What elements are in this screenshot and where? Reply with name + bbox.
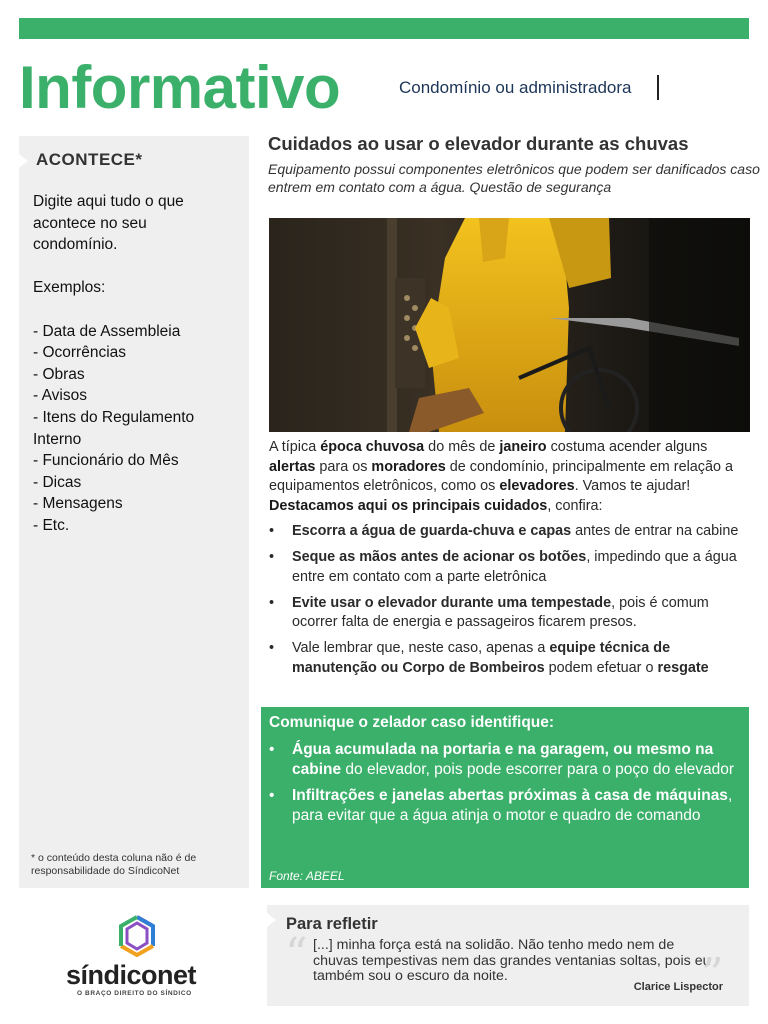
sidebar-line: - Etc. — [33, 516, 70, 534]
quote-text: [...] minha força está na solidão. Não tenho medo nem de chuvas tempestivas nem das grandes ventanias soltas, pois eu também sou o escuro da noite. — [313, 937, 711, 984]
open-quote-icon: “ — [285, 929, 308, 980]
quote-heading: Para refletir — [286, 915, 378, 933]
sidebar-line — [33, 299, 243, 321]
sidebar-line: Interno — [33, 430, 82, 448]
elevator-photo-illustration — [269, 218, 750, 432]
sidebar-line: - Avisos — [33, 387, 87, 405]
logo-wordmark: síndiconet — [66, 960, 197, 990]
sidebar-line: - Itens do Regulamento — [33, 408, 195, 426]
sidebar-line: Digite aqui tudo o que — [33, 193, 184, 210]
organization-name[interactable]: Condomínio ou administradora — [399, 78, 632, 97]
text-cursor — [657, 75, 659, 100]
sidebar-footnote: * o conteúdo desta coluna não é de responsabilidade do SíndicoNet — [31, 852, 197, 877]
article-title: Cuidados ao usar o elevador durante as chuvas — [268, 133, 689, 154]
sidebar-line: - Data de Assembleia — [33, 322, 181, 340]
quote-author: Clarice Lispector — [633, 981, 723, 993]
sidebar-line: acontece no seu — [33, 214, 147, 232]
quote-notch — [267, 913, 276, 927]
list-item: • Seque as mãos antes de acionar os botões, impedindo que a água entre em contato com a parte eletrônica — [269, 548, 753, 587]
sidebar-line — [33, 256, 243, 278]
sidebar-line: - Ocorrências — [33, 344, 127, 362]
logo-tagline: O BRAÇO DIREITO DO SÍNDICO — [77, 990, 192, 997]
sidebar-line: - Mensagens — [33, 495, 123, 513]
article-intro: A típica época chuvosa do mês de janeiro costuma acender alguns alertas para os moradores de condomínio, principalmente em relação a equipamentos eletrônicos, como os elevadores. Vamos te ajudar! Destacamos aqui os principais cuidados, confira: — [269, 439, 733, 514]
quote-box — [267, 905, 749, 1006]
callout-source: Fonte: ABEEL — [269, 869, 345, 883]
sidebar-line: - Obras — [33, 365, 85, 383]
sidebar-notch — [19, 154, 28, 168]
list-item: • Vale lembrar que, neste caso, apenas a equipe técnica de manutenção ou Corpo de Bombeiros podem efetuar o resgate — [269, 639, 753, 678]
article-subtitle: Equipamento possui componentes eletrônicos que podem ser danificados caso entrem em contato com a água. Questão de segurança — [268, 161, 760, 195]
care-tips-list — [269, 522, 753, 685]
list-item: • Infiltrações e janelas abertas próximas à casa de máquinas, para evitar que a água atinja o motor e quadro de comando — [269, 786, 741, 825]
sidebar-body[interactable] — [33, 191, 243, 537]
sidebar-heading: ACONTECE* — [36, 150, 143, 169]
sidebar-line: - Funcionário do Mês — [33, 452, 179, 470]
top-accent-bar — [19, 18, 749, 39]
sidebar-line: condomínio. — [33, 236, 118, 254]
sidebar-line: - Dicas — [33, 473, 82, 491]
list-item: • Escorra a água de guarda-chuva e capas antes de entrar na cabine — [269, 522, 753, 542]
sidebar-line: Exemplos: — [33, 279, 106, 297]
close-quote-icon: ” — [701, 949, 724, 1000]
callout-box — [261, 707, 749, 888]
callout-title: Comunique o zelador caso identifique: — [269, 714, 555, 731]
list-item: • Evite usar o elevador durante uma tempestade, pois é comum ocorrer falta de energia e passageiros ficarem presos. — [269, 594, 753, 633]
article-photo — [269, 218, 750, 432]
sidebar-panel — [19, 136, 249, 888]
callout-list — [269, 740, 741, 832]
page-title: Informativo — [19, 54, 341, 121]
sindiconet-logo-icon — [116, 915, 158, 957]
list-item: • Água acumulada na portaria e na garagem, ou mesmo na cabine do elevador, pois pode escorrer para o poço do elevador — [269, 740, 741, 779]
